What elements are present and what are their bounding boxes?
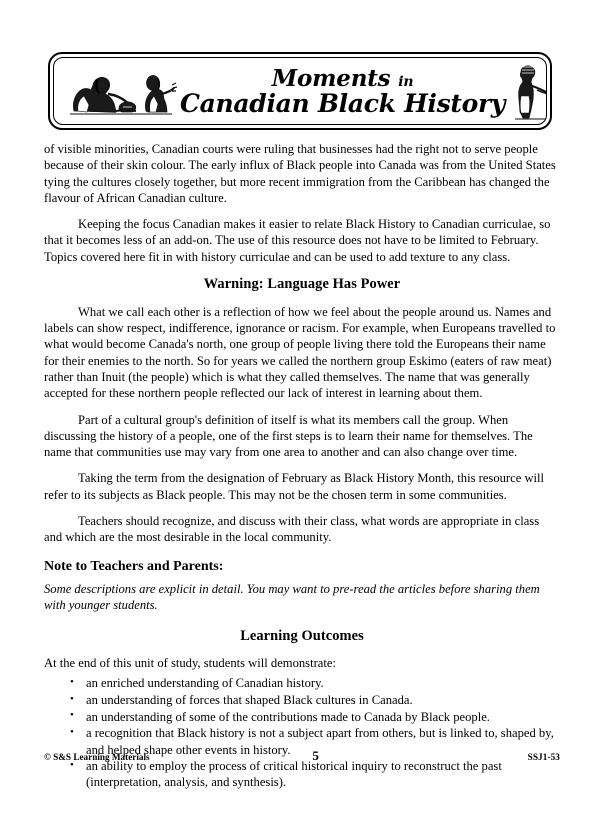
- warning-paragraph-3: Taking the term from the designation of February as Black History Month, this resource will refer to its subjects as Black people. This may not be the chosen term in some communities.: [44, 471, 545, 502]
- paragraph-keeping-focus: Keeping the focus Canadian makes it easier to relate Black History to Canadian curriculae, so that it becomes less of an add-on. The use of this resource does not have to be limited to February. Topics covered here fit in with history curriculae and can be used to add texture to any class.: [44, 217, 551, 264]
- page-footer: [44, 748, 560, 764]
- list-item: • an understanding of forces that shaped Black cultures in Canada.: [68, 692, 560, 708]
- paragraph-continued: of visible minorities, Canadian courts were ruling that businesses had the right not to serve people because of their skin colour. The early influx of Black people into Canada was from the United States tying the cultures closely together, but more recent immigration from the Caribbean has changed the flavour of African Canadian culture.: [44, 142, 556, 205]
- footer-copyright: © S&S Learning Materials: [44, 752, 150, 762]
- banner-title: [178, 64, 507, 118]
- warning-paragraph-4: Teachers should recognize, and discuss with their class, what words are appropriate in class and which are the most desirable in the local community.: [44, 513, 540, 545]
- document-page: [0, 52, 600, 828]
- list-item: • an enriched understanding of Canadian history.: [68, 675, 560, 691]
- list-item: • an understanding of some of the contributions made to Canada by Black people.: [68, 709, 560, 725]
- learning-outcomes-list: [44, 675, 560, 790]
- banner-title-line2: Canadian Black History: [180, 88, 506, 118]
- banner-inner-border: [53, 57, 547, 125]
- footer-product-code: SSJ1-53: [527, 752, 560, 762]
- two-seated-figures-illustration: [60, 61, 178, 121]
- banner-outer-border: [48, 52, 552, 130]
- learning-outcomes-heading: Learning Outcomes: [240, 628, 364, 645]
- warning-paragraph-2: Part of a cultural group's definition of itself is what its members call the group. When discussing the history of a people, one of the first steps is to learn their name for themselves. The name that communities use may vary from one area to another and can also change over time.: [44, 412, 533, 460]
- footer-page-number: 5: [312, 748, 319, 763]
- banner-title-moments: Moments: [271, 64, 391, 92]
- shackled-captives-illustration: [507, 60, 547, 122]
- list-item: • an ability to employ the process of critical historical inquiry to reconstruct the past (interpretation, analysis, and synthesis).: [68, 758, 560, 790]
- note-to-teachers-heading: Note to Teachers and Parents:: [44, 558, 224, 574]
- banner-title-in: in: [398, 73, 414, 90]
- note-to-teachers-text: Some descriptions are explicit in detail. You may want to pre-read the articles before sharing them with younger students.: [44, 581, 540, 613]
- list-item: • a recognition that Black history is not a subject apart from others, but is linked to, shaped by, and helped shape other events in history.: [68, 725, 560, 757]
- page-content: [44, 130, 560, 791]
- banner-title-line1: [180, 64, 505, 92]
- learning-outcomes-lead-in: At the end of this unit of study, students will demonstrate:: [44, 656, 336, 671]
- warning-paragraph-1: What we call each other is a reflection of how we feel about the people around us. Names and labels can show respect, indifference, ignorance or racism. For example, when Europeans travelled to what would become Canada's north, one group of people living there told the Europeans their name for their enemies to the north. So for years we called the northern group Eskimo (eaters of raw meat) rather than Inuit (the people) which is what they called themselves. The name that was generally accepted for these northern people reflected our lack of interest in learning about them.: [44, 304, 556, 401]
- header-banner: [48, 52, 552, 130]
- warning-heading: Warning: Language Has Power: [203, 276, 401, 293]
